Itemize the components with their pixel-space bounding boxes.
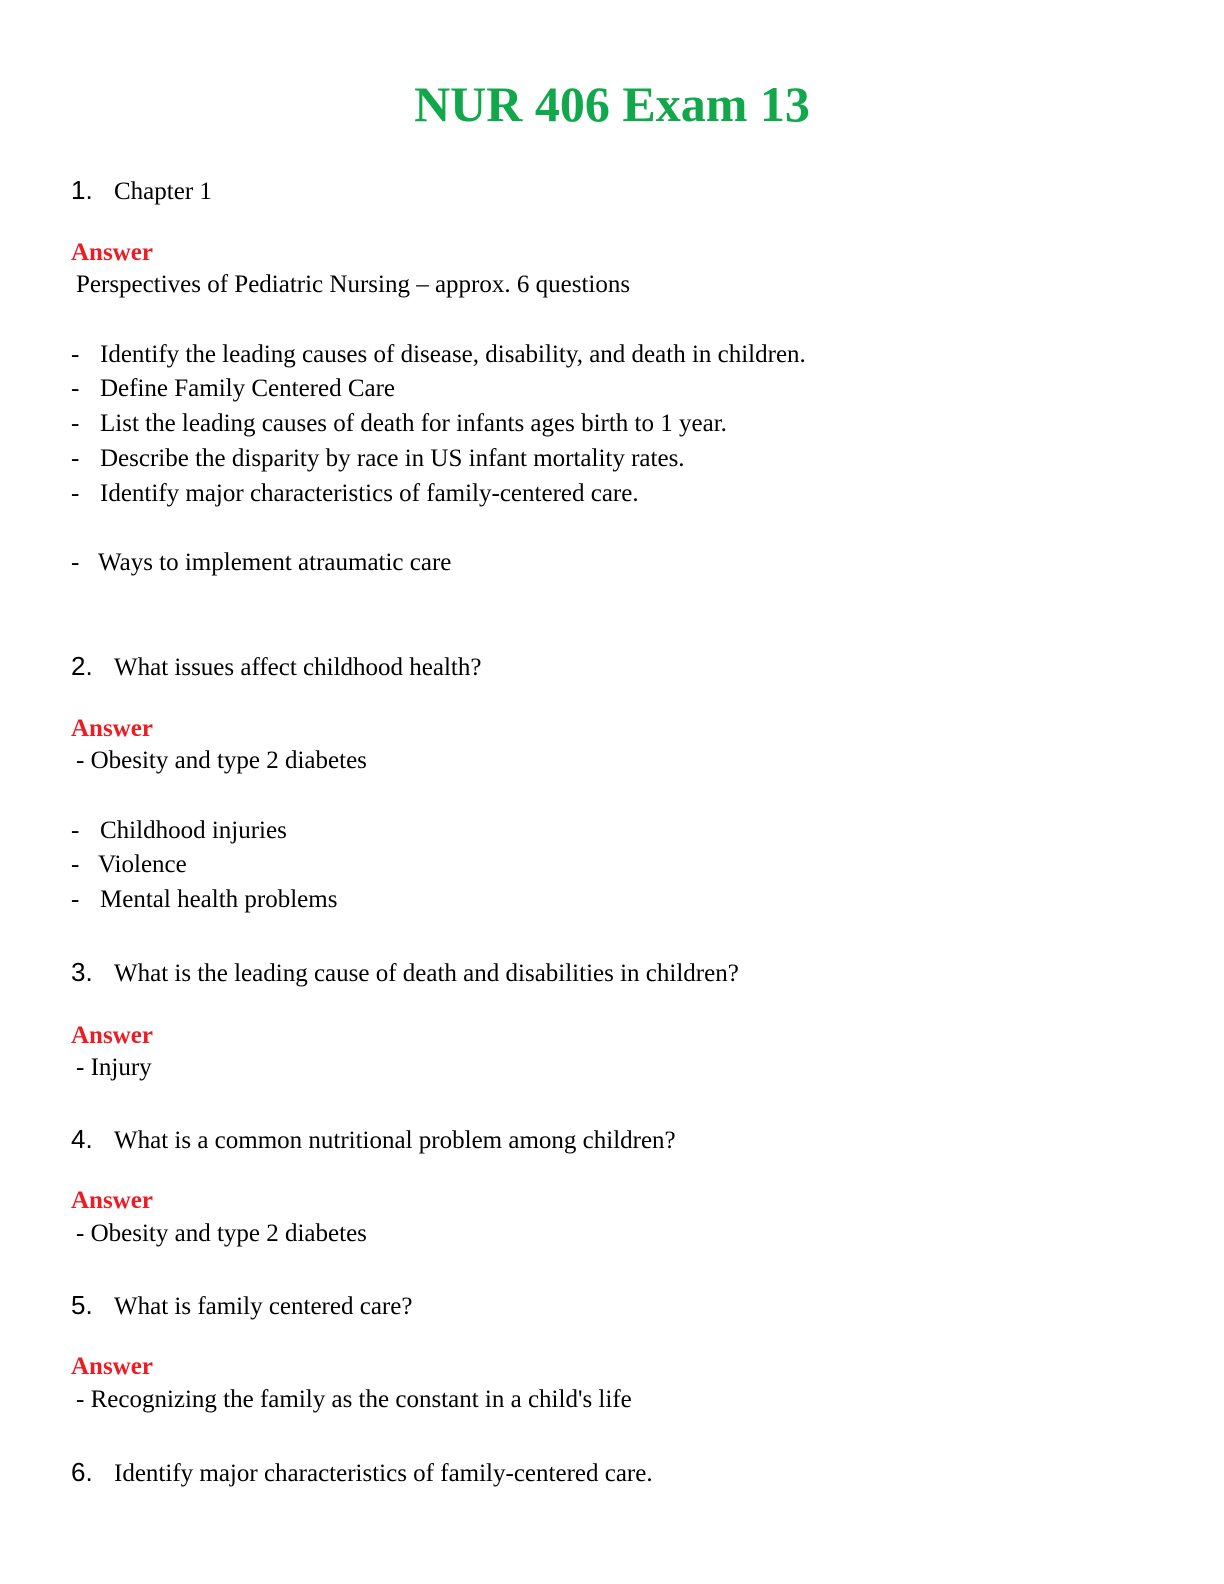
bullet-dash: - xyxy=(71,549,80,576)
document-title: NUR 406 Exam 13 xyxy=(414,76,810,132)
question-text: Chapter 1 xyxy=(114,178,212,205)
answer-intro: - Injury xyxy=(76,1054,152,1081)
answer-intro: Perspectives of Pediatric Nursing – approx. 6 questions xyxy=(76,271,631,298)
list-item xyxy=(71,373,395,405)
question-number: 6. xyxy=(71,1457,93,1487)
question-number: 3. xyxy=(71,957,93,987)
list-item xyxy=(71,339,806,371)
answer-label: Answer xyxy=(71,715,153,742)
list-item-text: Ways to implement atraumatic care xyxy=(98,549,452,576)
list-item-text: Identify major characteristics of family-centered care. xyxy=(100,480,639,507)
question-4 xyxy=(71,1122,676,1156)
list-item xyxy=(71,443,685,475)
bullet-dash: - xyxy=(71,445,80,472)
list-item-text: Define Family Centered Care xyxy=(100,375,396,402)
question-1 xyxy=(71,173,212,207)
answer-label: Answer xyxy=(71,1022,153,1049)
list-item xyxy=(71,884,337,916)
question-number: 5. xyxy=(71,1290,93,1320)
question-text: What is a common nutritional problem among children? xyxy=(114,1127,676,1154)
list-item-text: Childhood injuries xyxy=(100,817,287,844)
list-item xyxy=(71,408,727,440)
answer-label: Answer xyxy=(71,1353,153,1380)
question-5 xyxy=(71,1288,412,1322)
answer-intro: - Obesity and type 2 diabetes xyxy=(76,747,367,774)
list-item-text: Identify the leading causes of disease, disability, and death in children. xyxy=(100,341,806,368)
list-item-text: Mental health problems xyxy=(100,886,338,913)
list-item-text: Describe the disparity by race in US infant mortality rates. xyxy=(100,445,685,472)
question-number: 4. xyxy=(71,1124,93,1154)
bullet-dash: - xyxy=(71,375,80,402)
question-2 xyxy=(71,649,481,683)
answer-intro: - Obesity and type 2 diabetes xyxy=(76,1220,367,1247)
bullet-dash: - xyxy=(71,851,80,878)
question-number: 1. xyxy=(71,175,93,205)
answer-label: Answer xyxy=(71,239,153,266)
question-3 xyxy=(71,955,739,989)
bullet-dash: - xyxy=(71,341,80,368)
question-6 xyxy=(71,1455,653,1489)
list-item-text: Violence xyxy=(98,851,187,878)
list-item xyxy=(71,815,287,847)
bullet-dash: - xyxy=(71,886,80,913)
question-text: What is family centered care? xyxy=(114,1293,413,1320)
bullet-dash: - xyxy=(71,410,80,437)
question-text: Identify major characteristics of family-centered care. xyxy=(114,1460,653,1487)
answer-label: Answer xyxy=(71,1187,153,1214)
bullet-dash: - xyxy=(71,817,80,844)
list-item xyxy=(71,547,451,579)
list-item xyxy=(71,478,639,510)
list-item-text: List the leading causes of death for infants ages birth to 1 year. xyxy=(100,410,727,437)
question-number: 2. xyxy=(71,651,93,681)
question-text: What is the leading cause of death and disabilities in children? xyxy=(114,960,739,987)
answer-intro: - Recognizing the family as the constant in a child's life xyxy=(76,1386,632,1413)
list-item xyxy=(71,849,187,881)
bullet-dash: - xyxy=(71,480,80,507)
question-text: What issues affect childhood health? xyxy=(114,654,482,681)
